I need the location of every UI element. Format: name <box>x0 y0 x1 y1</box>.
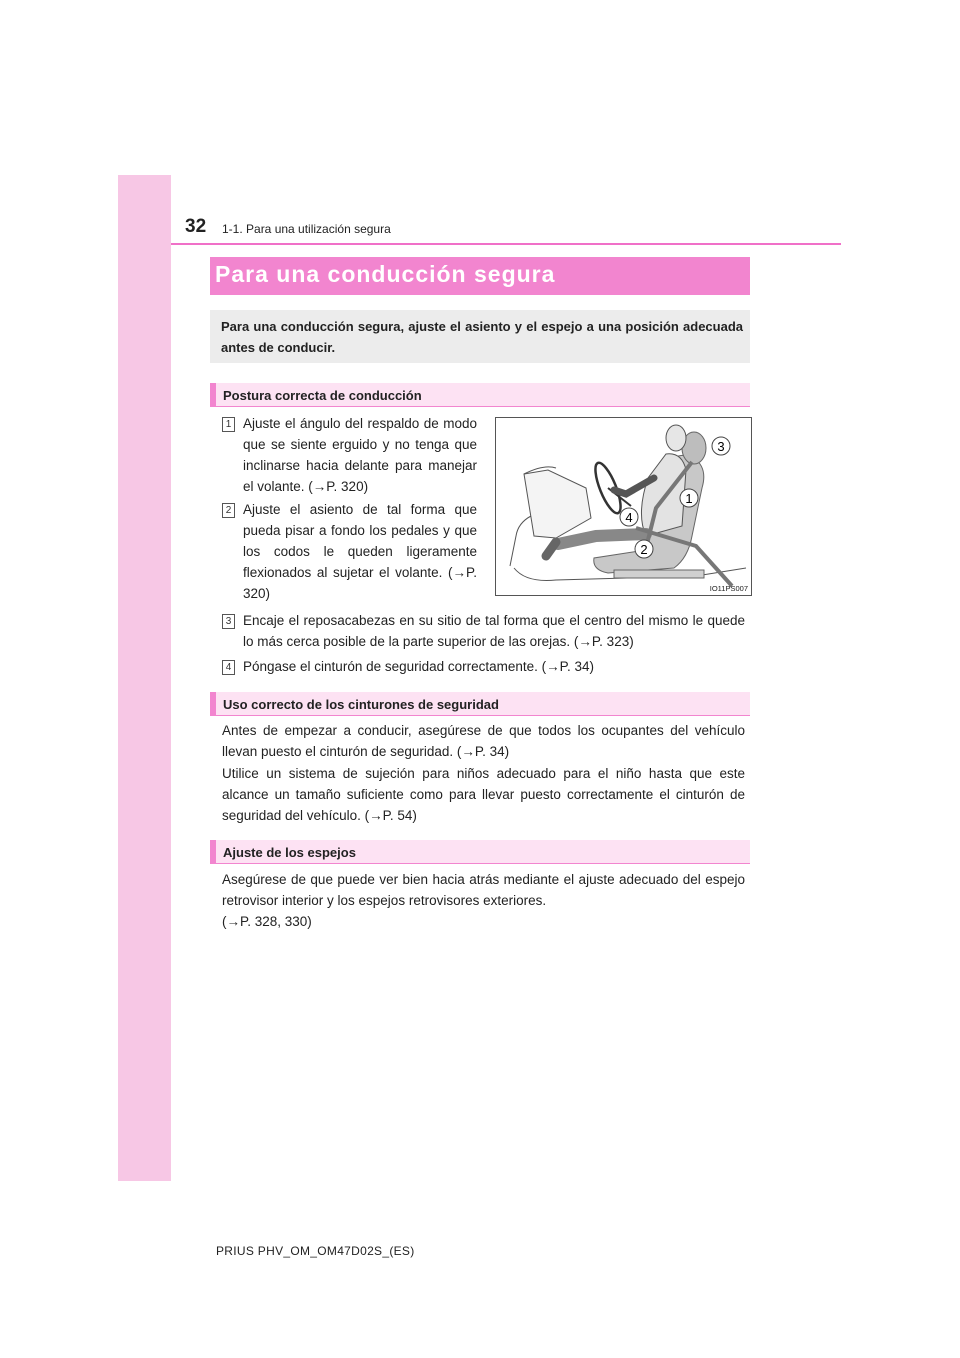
posture-heading: Postura correcta de conducción <box>223 388 422 403</box>
svg-text:3: 3 <box>717 439 725 454</box>
mirrors-heading: Ajuste de los espejos <box>223 845 356 860</box>
callout-1 <box>680 489 698 507</box>
posture-item-4: Póngase el cinturón de seguridad correctamente. (→P. 34) <box>243 659 594 674</box>
seatbelts-heading: Uso correcto de los cinturones de seguridad <box>223 697 499 712</box>
section-title: 1-1. Para una utilización segura <box>222 222 391 236</box>
svg-text:2: 2 <box>640 542 648 557</box>
footer-code: PRIUS PHV_OM_OM47D02S_(ES) <box>216 1244 415 1258</box>
callout-2 <box>635 540 653 558</box>
posture-item-1: Ajuste el ángulo del respaldo de modo que se siente erguido y no tenga que inclinarse hacia delante para manejar el volante. (→P. 320) <box>243 416 477 494</box>
item-number-4: 4 <box>222 660 235 675</box>
page-number: 32 <box>185 216 207 237</box>
mirrors-reference: (→P. 328, 330) <box>222 914 312 929</box>
item-number-1: 1 <box>222 417 235 432</box>
driver-illustration <box>496 418 751 595</box>
callout-4 <box>620 508 638 526</box>
side-band <box>118 175 171 1181</box>
item-number-3: 3 <box>222 614 235 629</box>
page-title: Para una conducción segura <box>215 261 556 287</box>
posture-item-3: Encaje el reposacabezas en su sitio de tal forma que el centro del mismo le quede lo más cerca posible de la parte superior de las orejas. (→P. 323) <box>243 613 745 649</box>
posture-item-2: Ajuste el asiento de tal forma que pueda pisar a fondo los pedales y que los codos le queden ligeramente flexionados al sujetar el volante. (→P. 320) <box>243 502 477 601</box>
seatbelts-paragraph-1: Antes de empezar a conducir, asegúrese de que todos los ocupantes del vehículo llevan puesto el cinturón de seguridad. (→P. 34) <box>222 723 745 759</box>
driving-posture-figure <box>495 417 752 596</box>
svg-text:4: 4 <box>625 510 633 525</box>
mirrors-paragraph: Asegúrese de que puede ver bien hacia atrás mediante el ajuste adecuado del espejo retrovisor interior y los espejos retrovisores exteriores. <box>222 872 745 908</box>
seatbelts-paragraph-2: Utilice un sistema de sujeción para niños adecuado para el niño hasta que este alcance un tamaño suficiente como para llevar puesto correctamente el cinturón de seguridad del vehículo. (→P. 54) <box>222 766 745 823</box>
header-rule <box>171 243 841 245</box>
callout-3 <box>712 437 730 455</box>
intro-text: Para una conducción segura, ajuste el asiento y el espejo a una posición adecuada antes de conducir. <box>221 319 743 355</box>
svg-text:1: 1 <box>685 491 693 506</box>
item-number-2: 2 <box>222 503 235 518</box>
figure-code: IO11PS007 <box>709 584 748 593</box>
